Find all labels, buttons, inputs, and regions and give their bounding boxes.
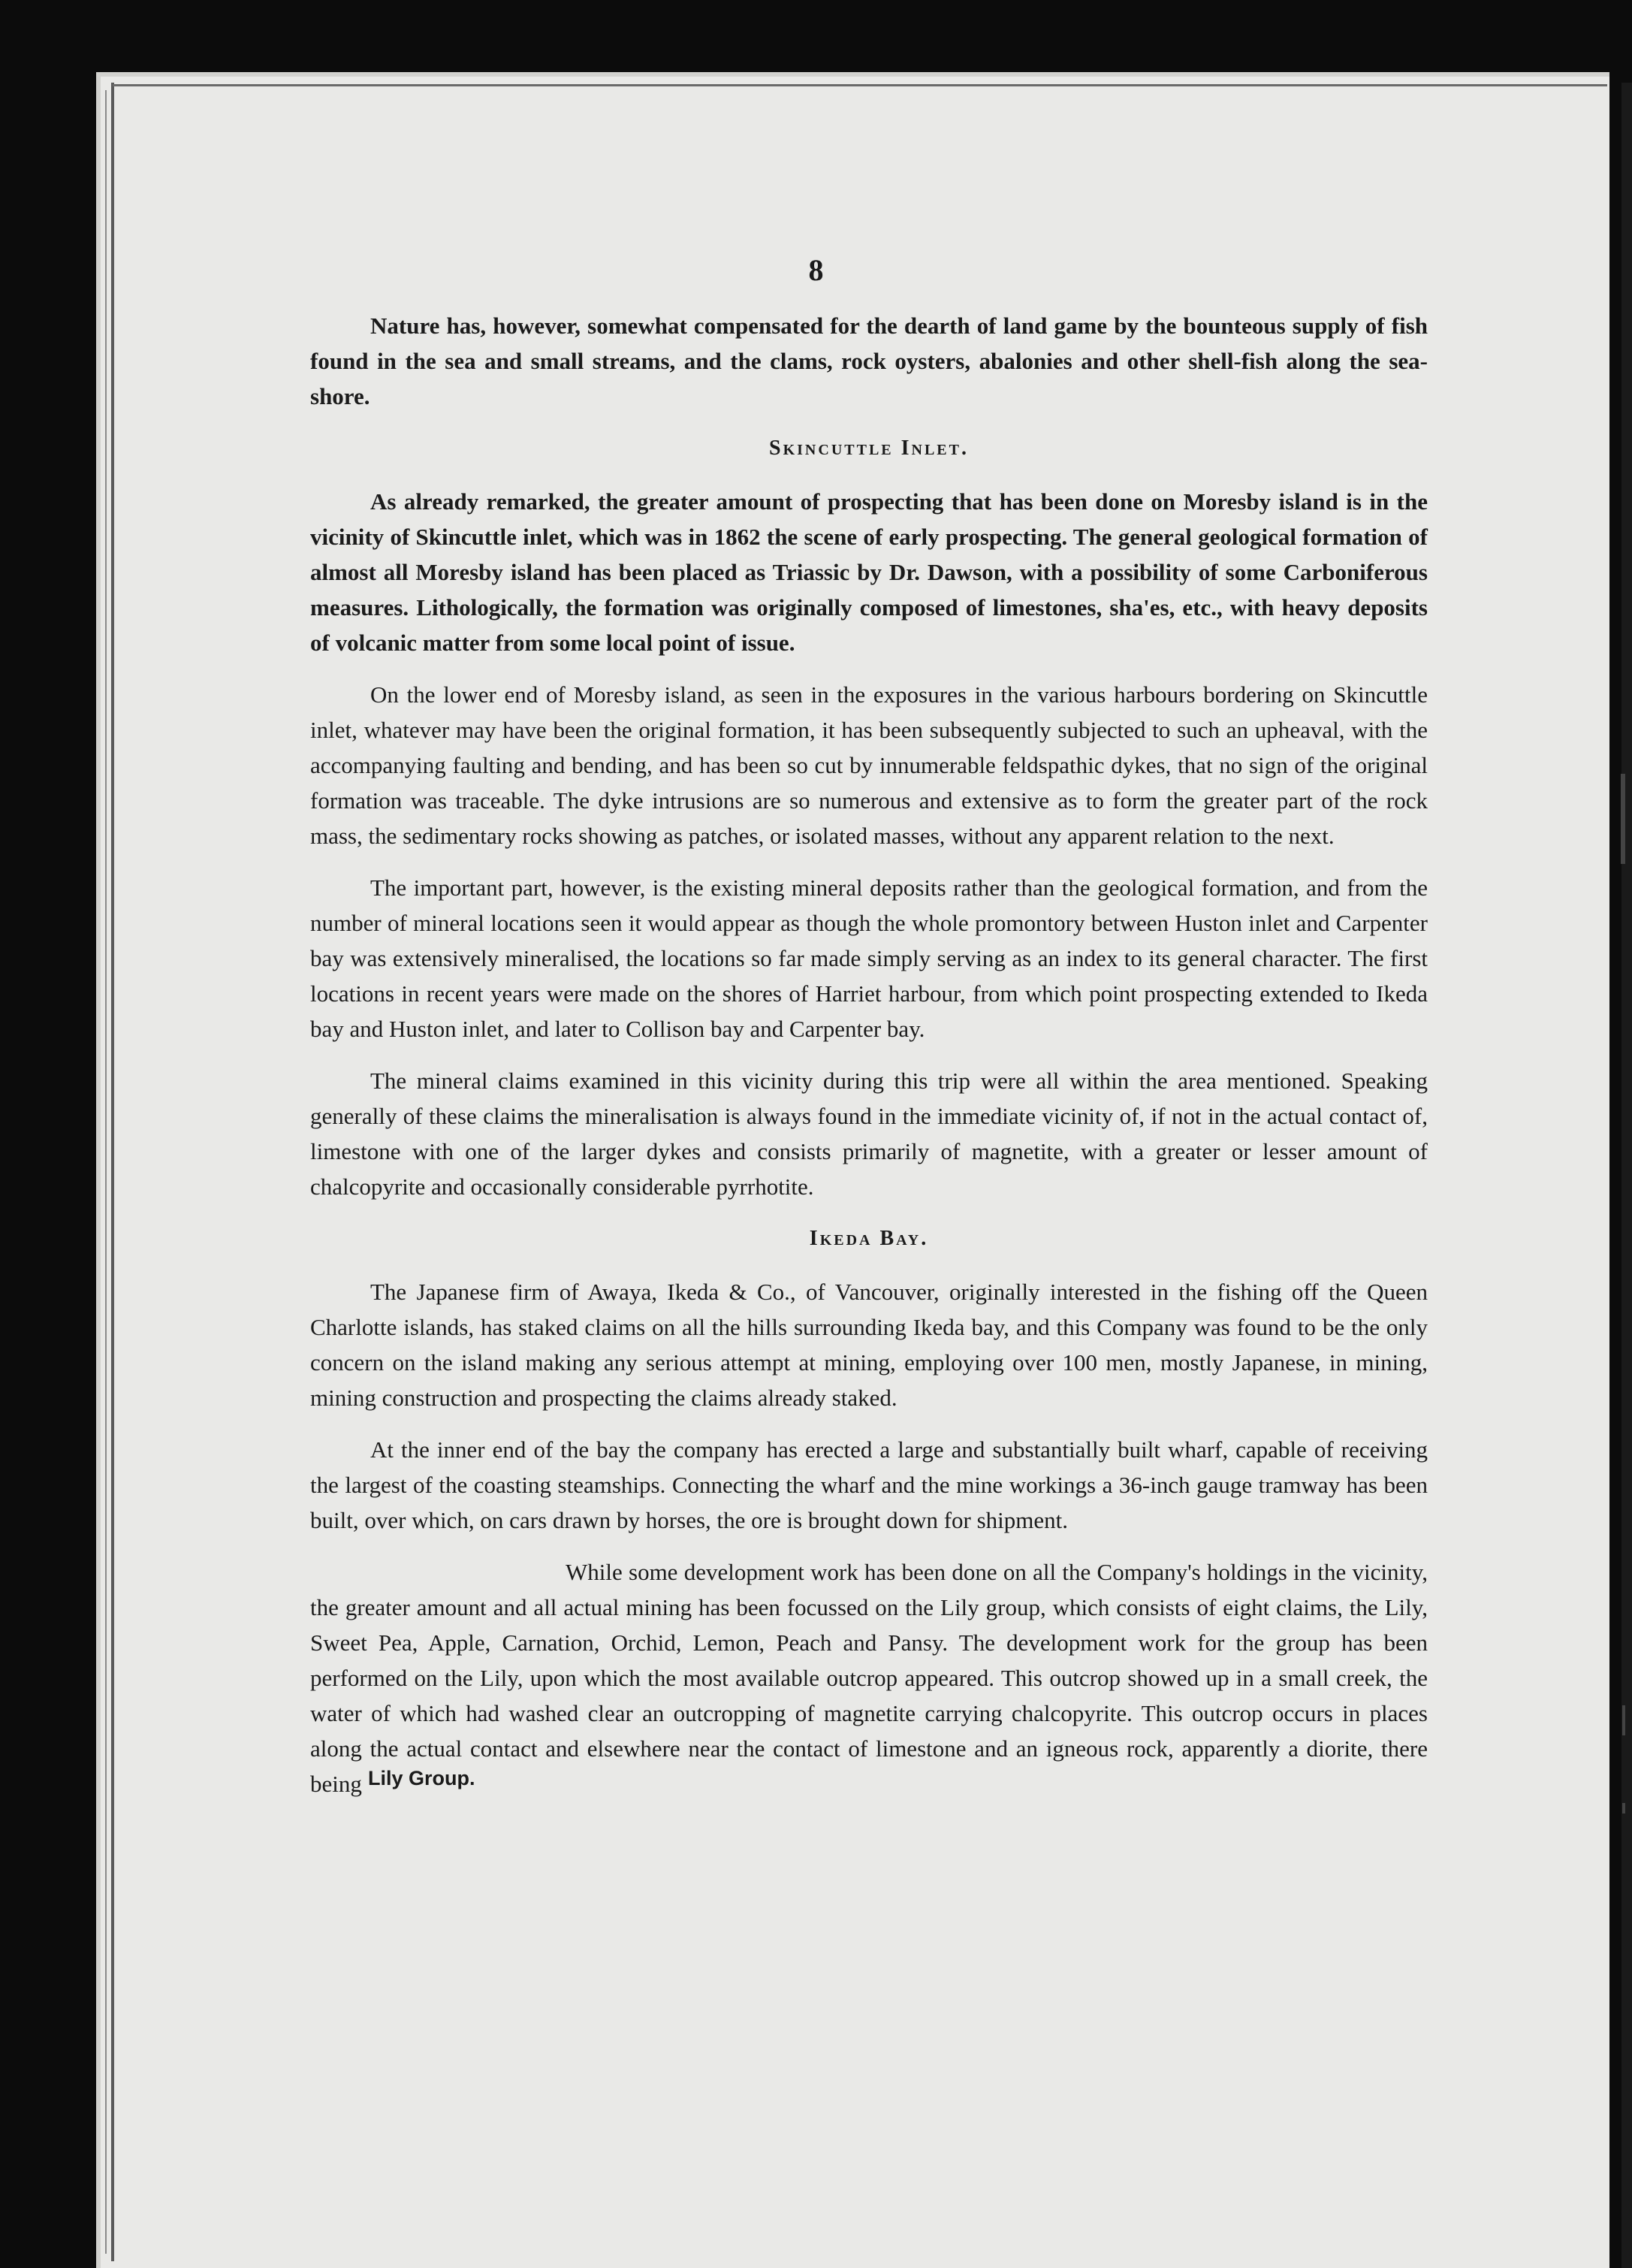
margin-note: Lily Group. (368, 1767, 475, 1789)
paragraph: While some development work has been done on all the Company's holdings in the vicinity, the greater amount and all actual mining has been focussed on the Lily group, which consists of eight claims, the Lily, Sweet Pea, Apple, Carnation, Orchid, Lemon, Peach and Pansy. The development work for the group has been performed on the Lily, upon which the most available outcrop appeared. This outcrop showed up in a small creek, the water of which had washed clear an outcropping of magnetite carrying chalcopyrite. This outcrop occurs in places along the actual contact and elsewhere near the contact of limestone and an igneous rock, apparently a diorite, there being (310, 1559, 1428, 1797)
edge-mark (1621, 774, 1625, 864)
paragraph: The mineral claims examined in this vicinity during this trip were all within the area mentioned. Speaking generally of these claims the mineralisation is always found in the immediate vicinity of, if not in the actual contact of, limestone with one of the larger dykes and consists primarily of magnetite, with a greater or lesser amount of chalcopyrite and occasionally considerable pyrrhotite. (310, 1068, 1428, 1200)
paragraph: Nature has, however, somewhat compensated for the dearth of land game by the bounteous supply of fish found in the sea and small streams, and the clams, rock oysters, abalonies and other shell-fish along the sea-shore. (310, 313, 1428, 409)
paragraph: As already remarked, the greater amount of prospecting that has been done on Moresby island is in the vicinity of Skincuttle inlet, which was in 1862 the scene of early prospecting. The general geological formation of almost all Moresby island has been placed as Triassic by Dr. Dawson, with a possibility of some Carboniferous measures. Lithologically, the formation was originally composed of limestones, sha'es, etc., with heavy deposits of volcanic matter from some local point of issue. (310, 488, 1428, 656)
paragraph: At the inner end of the bay the company has erected a large and substantially built wharf, capable of receiving the largest of the coasting steamships. Connecting the wharf and the mine workings a 36-inch gauge tramway has been built, over which, on cars drawn by horses, the ore is brought down for shipment. (310, 1436, 1428, 1533)
body-text (310, 308, 1428, 1818)
page-number: 8 (808, 253, 824, 287)
binding-edge (105, 90, 107, 2254)
edge-mark (1622, 1705, 1625, 1735)
section-heading: Ikeda Bay. (809, 1227, 929, 1250)
paragraph: The important part, however, is the existing mineral deposits rather than the geological formation, and from the number of mineral locations seen it would appear as though the whole promontory between Huston inlet and Carpenter bay was extensively mineralised, the locations so far made simply serving as an index to its general character. The first locations in recent years were made on the shores of Harriet harbour, from which point prospecting extended to Ikeda bay and Huston inlet, and later to Collison bay and Carpenter bay. (310, 874, 1428, 1042)
binding-rule (111, 83, 114, 2261)
section-heading: Skincuttle Inlet. (769, 436, 969, 460)
paragraph: On the lower end of Moresby island, as seen in the exposures in the various harbours bordering on Skincuttle inlet, whatever may have been the original formation, it has been subsequently subjected to such an upheaval, with the accompanying faulting and bending, and has been so cut by innumerable feldspathic dykes, that no sign of the original formation was traceable. The dyke intrusions are so numerous and extensive as to form the greater part of the rock mass, the sedimentary rocks showing as patches, or isolated masses, without any apparent relation to the next. (310, 681, 1428, 849)
right-page-edge (1621, 83, 1632, 2268)
paragraph: The Japanese firm of Awaya, Ikeda & Co., of Vancouver, originally interested in the fishing off the Queen Charlotte islands, has staked claims on all the hills surrounding Ikeda bay, and this Company was found to be the only concern on the island making any serious attempt at mining, employing over 100 men, mostly Japanese, in mining, mining construction and prospecting the claims already staked. (310, 1279, 1428, 1411)
edge-mark (1622, 1803, 1625, 1813)
top-page-rule (113, 84, 1607, 86)
